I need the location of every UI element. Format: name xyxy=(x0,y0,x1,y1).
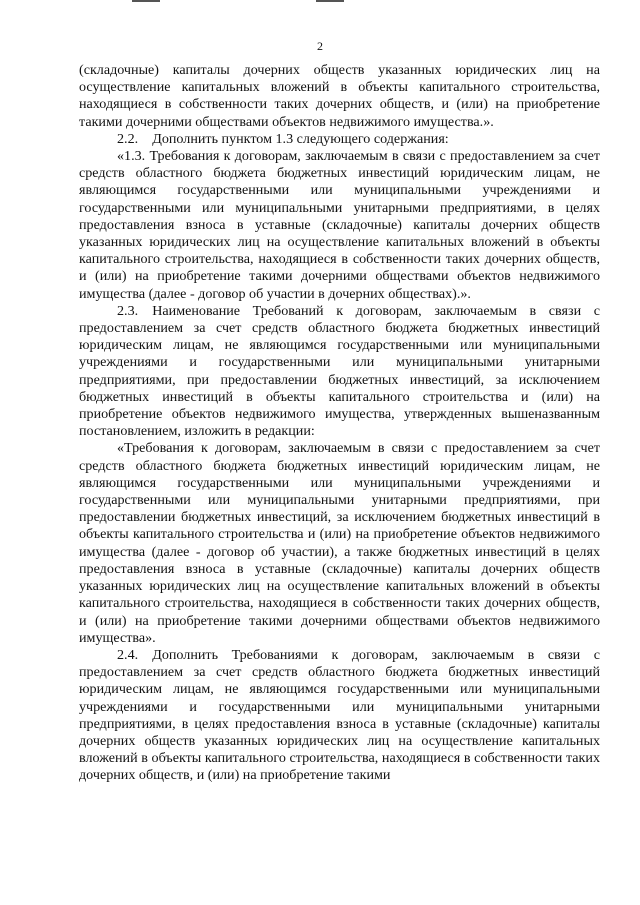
paragraph-2-4: 2.4. Дополнить Требованиями к договорам, заключаемым в связи с предоставлением за счет средств областного бюджета бюджетных инвестиций юридическим лицам, не являющимся государственными или муниципальными учреждениями и государственными или муниципальными унитарными предприятиями, в целях предоставления взноса в уставные (складочные) капиталы дочерних обществ указанных юридических лиц на осуществление капитальных вложений в объекты капитального строительства, находящиеся в собственности таких дочерних обществ, и (или) на приобретение такими xyxy=(79,646,600,784)
page-number: 2 xyxy=(317,39,323,53)
paragraph-title-quote: «Требования к договорам, заключаемым в связи с предоставлением за счет средств областного бюджета бюджетных инвестиций юридическим лицам, не являющимся государственными или муниципальными учреждениями и государственными или муниципальными унитарными предприятиями, при предоставлении бюджетных инвестиций, за исключением бюджетных инвестиций в объекты капитального строительства и (или) на приобретение объектов недвижимого имущества (далее - договор об участии), а также бюджетных инвестиций в целях предоставления взноса в уставные (складочные) капиталы дочерних обществ указанных юридических лиц на осуществление капитальных вложений в объекты капитального строительства, находящиеся в собственности таких дочерних обществ, и (или) на приобретение такими дочерними обществами объектов недвижимого имущества». xyxy=(79,440,600,646)
paragraph-1-3-quote: «1.3. Требования к договорам, заключаемым в связи с предоставлением за счет средств областного бюджета бюджетных инвестиций юридическим лицам, не являющимся государственными или муниципальными учреждениями и государственными или муниципальными унитарными предприятиями, в целях предоставления взноса в уставные (складочные) капиталы дочерних обществ указанных юридических лиц на осуществление капитальных вложений в объекты капитального строительства, находящиеся в собственности таких дочерних обществ, и (или) на приобретение такими дочерними обществами объектов недвижимого имущества (далее - договор об участии в дочерних обществах).». xyxy=(79,148,600,302)
paragraph-continuation: (складочные) капиталы дочерних обществ указанных юридических лиц на осуществление капитальных вложений в объекты капитального строительства, находящиеся в собственности таких дочерних обществ, и (или) на приобретение такими дочерними обществами объектов недвижимого имущества.». xyxy=(79,62,600,130)
top-rule-left xyxy=(132,0,160,2)
paragraph-2-2: 2.2. Дополнить пунктом 1.3 следующего содержания: xyxy=(117,130,449,147)
document-body xyxy=(79,62,600,785)
top-rule-right xyxy=(316,0,344,2)
paragraph-2-3: 2.3. Наименование Требований к договорам, заключаемым в связи с предоставлением за счет средств областного бюджета бюджетных инвестиций юридическим лицам, не являющимся государственными или муниципальными учреждениями и государственными или муниципальными унитарными предприятиями, при предоставлении бюджетных инвестиций, за исключением бюджетных инвестиций в объекты капитального строительства и (или) на приобретение объектов недвижимого имущества, утвержденных вышеназванным постановлением, изложить в редакции: xyxy=(79,302,600,440)
